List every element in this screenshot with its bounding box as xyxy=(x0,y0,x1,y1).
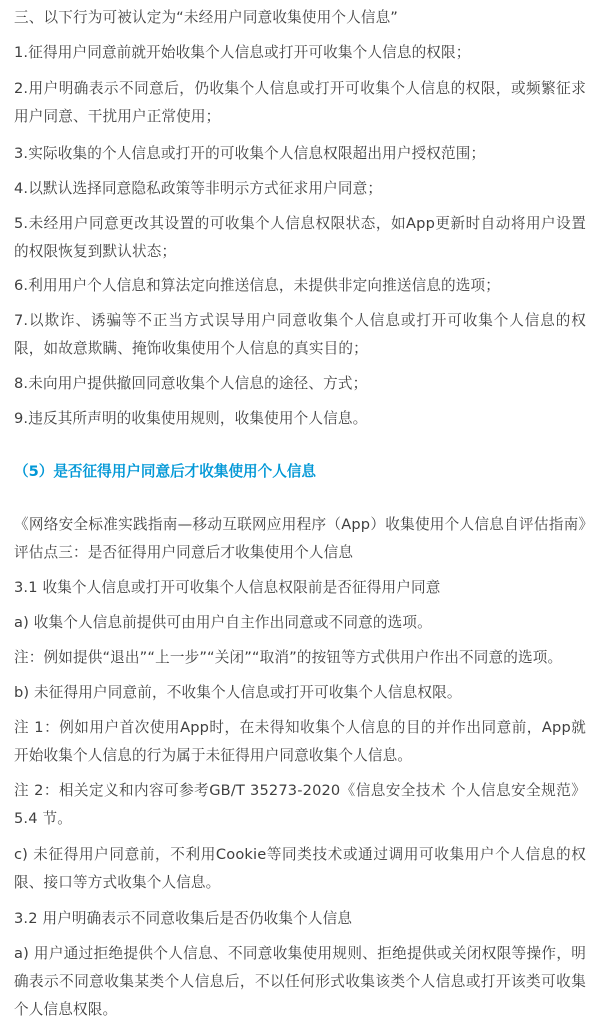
section-3-item-9: 9.违反其所声明的收集使用规则，收集使用个人信息。 xyxy=(14,410,368,427)
section-3-item-3: 3.实际收集的个人信息或打开的可收集个人信息权限超出用户授权范围； xyxy=(14,145,486,162)
section-3-item-1: 1.征得用户同意前就开始收集个人信息或打开可收集个人信息的权限； xyxy=(14,44,471,61)
section-3-title: 三、以下行为可被认定为“未经用户同意收集使用个人信息” xyxy=(14,9,399,26)
section-3-item-8: 8.未向用户提供撤回同意收集个人信息的途径、方式； xyxy=(14,375,368,392)
section-5-intro: 《网络安全标准实践指南—移动互联网应用程序（App）收集使用个人信息自评估指南》评估点三：是否征得用户同意后才收集使用个人信息 xyxy=(14,516,586,561)
clause-3-1-title: 3.1 收集个人信息或打开可收集个人信息权限前是否征得用户同意 xyxy=(14,579,441,596)
clause-3-1-note: 注：例如提供“退出”“上一步”“关闭”“取消”的按钮等方式供用户作出不同意的选项。 xyxy=(14,649,563,666)
clause-3-1-note-2: 注 2：相关定义和内容可参考GB/T 35273-2020《信息安全技术 个人信息安全规范》5.4 节。 xyxy=(14,782,586,827)
section-3-item-7: 7.以欺诈、诱骗等不正当方式误导用户同意收集个人信息或打开可收集个人信息的权限，如故意欺瞒、掩饰收集使用个人信息的真实目的； xyxy=(14,312,586,357)
section-5-heading: （5）是否征得用户同意后才收集使用个人信息 xyxy=(14,463,317,480)
clause-3-1-c: c) 未征得用户同意前，不利用Cookie等同类技术或通过调用可收集用户个人信息的权限、接口等方式收集个人信息。 xyxy=(14,846,586,891)
clause-3-2-a: a) 用户通过拒绝提供个人信息、不同意收集使用规则、拒绝提供或关闭权限等操作，明确表示不同意收集某类个人信息后，不以任何形式收集该类个人信息或打开该类可收集个人信息权限。 xyxy=(14,945,586,1018)
section-3-item-4: 4.以默认选择同意隐私政策等非明示方式征求用户同意； xyxy=(14,180,383,197)
clause-3-1-b: b) 未征得用户同意前，不收集个人信息或打开可收集个人信息权限。 xyxy=(14,684,462,701)
clause-3-1-a: a) 收集个人信息前提供可由用户自主作出同意或不同意的选项。 xyxy=(14,614,432,631)
clause-3-1-note-1: 注 1：例如用户首次使用App时，在未得知收集个人信息的目的并作出同意前，App就开始收集个人信息的行为属于未征得用户同意收集个人信息。 xyxy=(14,719,586,764)
section-3-item-5: 5.未经用户同意更改其设置的可收集个人信息权限状态，如App更新时自动将用户设置的权限恢复到默认状态； xyxy=(14,215,586,260)
section-3-item-6: 6.利用用户个人信息和算法定向推送信息，未提供非定向推送信息的选项； xyxy=(14,277,501,294)
clause-3-2-title: 3.2 用户明确表示不同意收集后是否仍收集个人信息 xyxy=(14,910,353,927)
section-3-item-2: 2.用户明确表示不同意后，仍收集个人信息或打开可收集个人信息的权限，或频繁征求用户同意、干扰用户正常使用； xyxy=(14,80,586,125)
